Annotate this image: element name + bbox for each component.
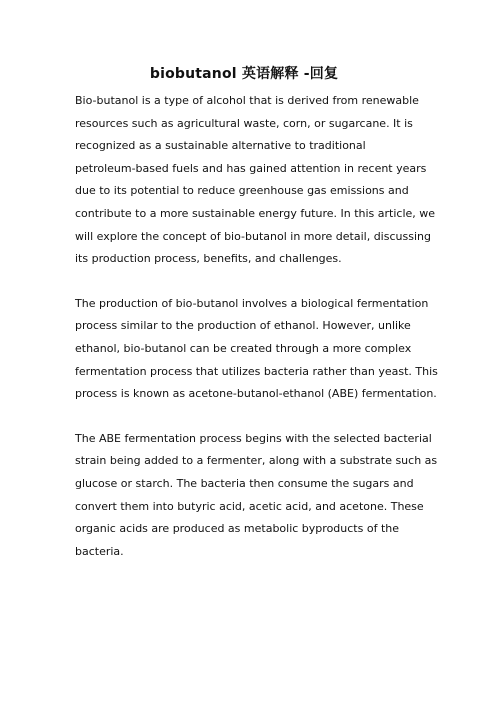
text-line: glucose or starch. The bacteria then consume the sugars and: [75, 476, 414, 490]
paragraph-abe-process: [75, 428, 438, 564]
document-title: biobutanol 英语解释 -回复: [149, 66, 339, 82]
text-line: contribute to a more sustainable energy future. In this article, we: [75, 206, 436, 220]
text-line: will explore the concept of bio-butanol in more detail, discussing: [75, 229, 431, 243]
text-line: fermentation process that utilizes bacteria rather than yeast. This: [75, 364, 438, 378]
paragraph-production: [75, 293, 438, 406]
text-line: Bio-butanol is a type of alcohol that is derived from renewable: [75, 94, 419, 107]
text-line: resources such as agricultural waste, corn, or sugarcane. It is: [75, 116, 413, 130]
text-line: petroleum-based fuels and has gained attention in recent years: [75, 161, 427, 175]
text-line: strain being added to a fermenter, along with a substrate such as: [75, 454, 438, 468]
text-line: process is known as acetone-butanol-ethanol (ABE) fermentation.: [75, 387, 437, 401]
text-line: The production of bio-butanol involves a biological fermentation: [75, 296, 429, 310]
text-line: recognized as a sustainable alternative to traditional: [75, 139, 366, 153]
text-line: convert them into butyric acid, acetic acid, and acetone. These: [75, 499, 424, 513]
text-line: due to its potential to reduce greenhouse gas emissions and: [75, 184, 409, 198]
paragraph-intro: [75, 90, 436, 271]
text-line: The ABE fermentation process begins with the selected bacterial: [75, 431, 432, 445]
text-line: bacteria.: [75, 544, 124, 558]
text-line: organic acids are produced as metabolic byproducts of the: [75, 522, 399, 536]
text-line: its production process, benefits, and challenges.: [75, 252, 342, 266]
text-line: process similar to the production of ethanol. However, unlike: [75, 319, 411, 333]
text-line: ethanol, bio-butanol can be created through a more complex: [75, 341, 412, 355]
